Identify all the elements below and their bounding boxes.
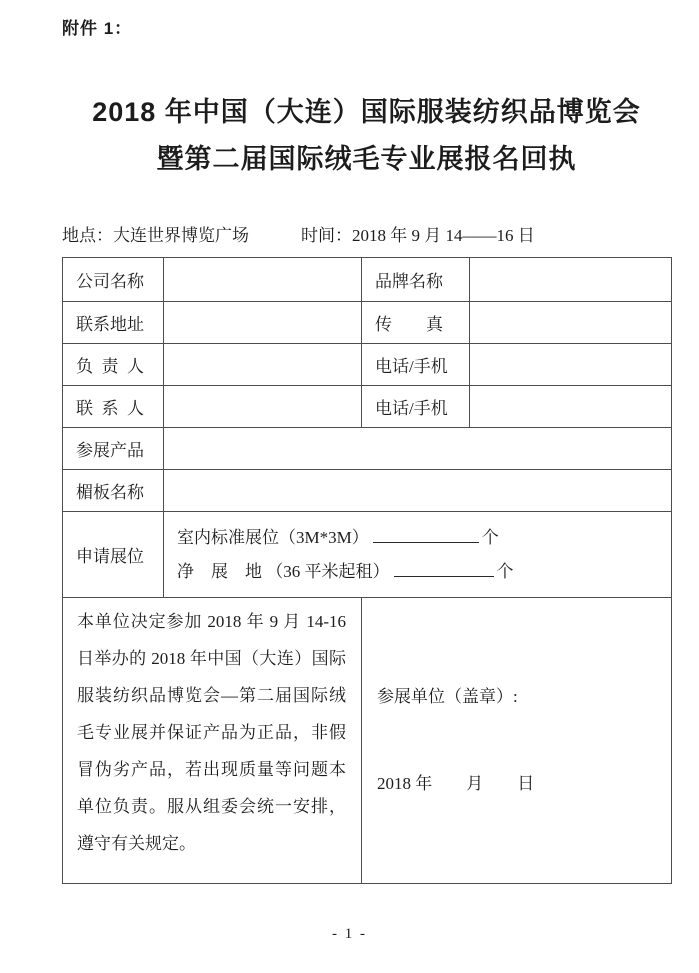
signature-cell bbox=[362, 598, 672, 884]
table-row bbox=[63, 598, 672, 884]
page-title-line2: 暨第二届国际绒毛专业展报名回执 bbox=[156, 144, 577, 174]
contact-person-label: 联 系 人 bbox=[63, 386, 164, 428]
exhibits-label: 参展产品 bbox=[63, 428, 164, 470]
brand-name-field[interactable] bbox=[470, 258, 672, 302]
booth-application-label: 申请展位 bbox=[63, 512, 164, 598]
table-row bbox=[63, 344, 672, 386]
event-time-text: 时间：2018 年 9 月 14——16 日 bbox=[301, 226, 535, 245]
company-name-label: 公司名称 bbox=[63, 258, 164, 302]
booth-options-cell bbox=[164, 512, 672, 598]
company-name-field[interactable] bbox=[164, 258, 362, 302]
table-row bbox=[63, 302, 672, 344]
contact-address-field[interactable] bbox=[164, 302, 362, 344]
declaration-cell bbox=[63, 598, 362, 884]
event-info-row bbox=[62, 221, 671, 246]
page-title-line1: 2018 年中国（大连）国际服装纺织品博览会 bbox=[92, 97, 641, 127]
table-row bbox=[63, 428, 672, 470]
fax-label: 传 真 bbox=[362, 302, 470, 344]
declaration-text: 本单位决定参加 2018 年 9 月 14-16 日举办的 2018 年中国（大连）国际服装纺织品博览会—第二届国际绒毛专业展并保证产品为正品，非假冒伪劣产品，若出现质量等问题本单位负责。服从组委会统一安排，遵守有关规定。 bbox=[77, 612, 346, 853]
table-row bbox=[63, 470, 672, 512]
booth-option2-unit: 个 bbox=[496, 561, 514, 581]
registration-table bbox=[62, 257, 672, 884]
person-in-charge-label: 负 责 人 bbox=[63, 344, 164, 386]
phone-mobile-field-2[interactable] bbox=[470, 386, 672, 428]
booth-option2-text: 净 展 地 （36 平米起租） bbox=[177, 561, 390, 581]
table-row bbox=[63, 512, 672, 598]
person-in-charge-field[interactable] bbox=[164, 344, 362, 386]
phone-mobile-field-1[interactable] bbox=[470, 344, 672, 386]
contact-person-field[interactable] bbox=[164, 386, 362, 428]
fascia-name-field[interactable] bbox=[164, 470, 672, 512]
signature-date-line: 2018 年 月 日 bbox=[377, 774, 535, 793]
exhibitor-stamp-label: 参展单位（盖章）: bbox=[377, 687, 518, 706]
fax-field[interactable] bbox=[470, 302, 672, 344]
page-number: - 1 - bbox=[332, 926, 367, 942]
fascia-name-label: 楣板名称 bbox=[63, 470, 164, 512]
phone-mobile-label-1: 电话/手机 bbox=[362, 344, 470, 386]
table-row bbox=[63, 386, 672, 428]
page-title bbox=[62, 89, 671, 183]
brand-name-label: 品牌名称 bbox=[362, 258, 470, 302]
booth-option1-unit: 个 bbox=[481, 527, 499, 547]
booth-count-blank-1[interactable] bbox=[373, 527, 479, 543]
booth-option-standard bbox=[177, 521, 667, 555]
table-row bbox=[63, 258, 672, 302]
attachment-label: 附件 1： bbox=[62, 19, 133, 38]
booth-count-blank-2[interactable] bbox=[394, 561, 494, 577]
contact-address-label: 联系地址 bbox=[63, 302, 164, 344]
booth-option-raw-space bbox=[177, 555, 667, 589]
event-location-text: 地点：大连世界博览广场 bbox=[62, 226, 249, 245]
phone-mobile-label-2: 电话/手机 bbox=[362, 386, 470, 428]
exhibits-field[interactable] bbox=[164, 428, 672, 470]
booth-option1-text: 室内标准展位（3M*3M） bbox=[177, 527, 369, 547]
